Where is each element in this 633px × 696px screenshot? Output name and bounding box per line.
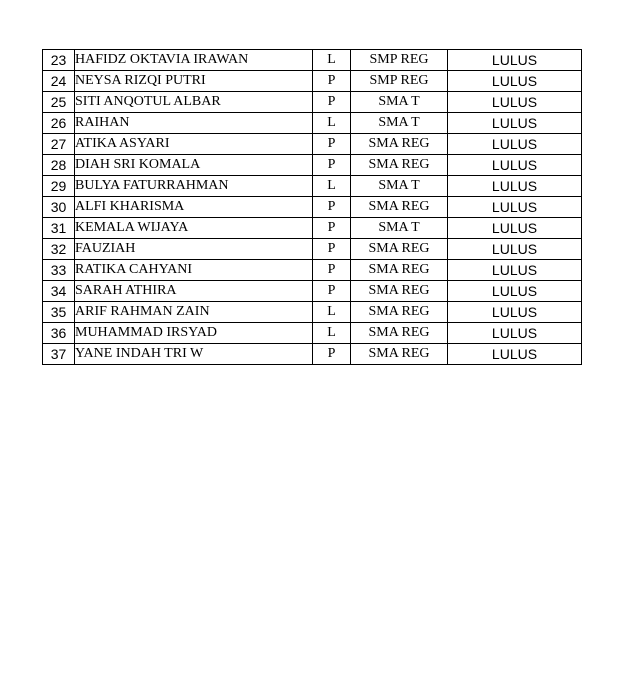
gender-cell: L bbox=[313, 302, 351, 323]
status-cell: LULUS bbox=[448, 323, 582, 344]
gender-cell: L bbox=[313, 176, 351, 197]
status-cell: LULUS bbox=[448, 218, 582, 239]
status-cell: LULUS bbox=[448, 92, 582, 113]
table-row bbox=[43, 155, 582, 176]
student-name: ARIF RAHMAN ZAIN bbox=[75, 302, 313, 323]
student-name: FAUZIAH bbox=[75, 239, 313, 260]
student-name: BULYA FATURRAHMAN bbox=[75, 176, 313, 197]
table-body bbox=[43, 50, 582, 365]
gender-cell: L bbox=[313, 323, 351, 344]
status-cell: LULUS bbox=[448, 155, 582, 176]
row-number: 31 bbox=[43, 218, 75, 239]
table-row bbox=[43, 50, 582, 71]
gender-cell: P bbox=[313, 281, 351, 302]
gender-cell: P bbox=[313, 239, 351, 260]
student-name: YANE INDAH TRI W bbox=[75, 344, 313, 365]
row-number: 32 bbox=[43, 239, 75, 260]
student-name: HAFIDZ OKTAVIA IRAWAN bbox=[75, 50, 313, 71]
table-row bbox=[43, 197, 582, 218]
table-row bbox=[43, 71, 582, 92]
table-row bbox=[43, 260, 582, 281]
school-type-cell: SMA REG bbox=[351, 302, 448, 323]
gender-cell: P bbox=[313, 71, 351, 92]
school-type-cell: SMP REG bbox=[351, 50, 448, 71]
row-number: 30 bbox=[43, 197, 75, 218]
student-name: MUHAMMAD IRSYAD bbox=[75, 323, 313, 344]
school-type-cell: SMA REG bbox=[351, 323, 448, 344]
gender-cell: P bbox=[313, 344, 351, 365]
school-type-cell: SMA REG bbox=[351, 155, 448, 176]
gender-cell: P bbox=[313, 134, 351, 155]
status-cell: LULUS bbox=[448, 134, 582, 155]
school-type-cell: SMP REG bbox=[351, 71, 448, 92]
gender-cell: P bbox=[313, 218, 351, 239]
student-name: SARAH ATHIRA bbox=[75, 281, 313, 302]
school-type-cell: SMA T bbox=[351, 218, 448, 239]
status-cell: LULUS bbox=[448, 71, 582, 92]
row-number: 24 bbox=[43, 71, 75, 92]
table-row bbox=[43, 281, 582, 302]
table-row bbox=[43, 218, 582, 239]
gender-cell: P bbox=[313, 197, 351, 218]
table-row bbox=[43, 323, 582, 344]
school-type-cell: SMA REG bbox=[351, 239, 448, 260]
gender-cell: L bbox=[313, 113, 351, 134]
table-row bbox=[43, 113, 582, 134]
student-name: RAIHAN bbox=[75, 113, 313, 134]
table-row bbox=[43, 302, 582, 323]
status-cell: LULUS bbox=[448, 344, 582, 365]
row-number: 33 bbox=[43, 260, 75, 281]
row-number: 25 bbox=[43, 92, 75, 113]
school-type-cell: SMA T bbox=[351, 92, 448, 113]
status-cell: LULUS bbox=[448, 239, 582, 260]
school-type-cell: SMA REG bbox=[351, 281, 448, 302]
table-row bbox=[43, 344, 582, 365]
table-row bbox=[43, 239, 582, 260]
student-name: DIAH SRI KOMALA bbox=[75, 155, 313, 176]
status-cell: LULUS bbox=[448, 281, 582, 302]
row-number: 36 bbox=[43, 323, 75, 344]
status-cell: LULUS bbox=[448, 50, 582, 71]
status-cell: LULUS bbox=[448, 302, 582, 323]
row-number: 37 bbox=[43, 344, 75, 365]
gender-cell: L bbox=[313, 50, 351, 71]
school-type-cell: SMA REG bbox=[351, 344, 448, 365]
school-type-cell: SMA REG bbox=[351, 260, 448, 281]
table-row bbox=[43, 134, 582, 155]
row-number: 28 bbox=[43, 155, 75, 176]
school-type-cell: SMA REG bbox=[351, 134, 448, 155]
student-name: NEYSA RIZQI PUTRI bbox=[75, 71, 313, 92]
row-number: 29 bbox=[43, 176, 75, 197]
school-type-cell: SMA REG bbox=[351, 197, 448, 218]
row-number: 35 bbox=[43, 302, 75, 323]
school-type-cell: SMA T bbox=[351, 176, 448, 197]
student-name: KEMALA WIJAYA bbox=[75, 218, 313, 239]
status-cell: LULUS bbox=[448, 176, 582, 197]
gender-cell: P bbox=[313, 92, 351, 113]
status-cell: LULUS bbox=[448, 113, 582, 134]
row-number: 23 bbox=[43, 50, 75, 71]
row-number: 26 bbox=[43, 113, 75, 134]
status-cell: LULUS bbox=[448, 197, 582, 218]
table-row bbox=[43, 92, 582, 113]
gender-cell: P bbox=[313, 155, 351, 176]
gender-cell: P bbox=[313, 260, 351, 281]
student-table bbox=[42, 49, 582, 365]
row-number: 34 bbox=[43, 281, 75, 302]
row-number: 27 bbox=[43, 134, 75, 155]
student-name: ALFI KHARISMA bbox=[75, 197, 313, 218]
school-type-cell: SMA T bbox=[351, 113, 448, 134]
student-name: SITI ANQOTUL ALBAR bbox=[75, 92, 313, 113]
student-name: RATIKA CAHYANI bbox=[75, 260, 313, 281]
table-row bbox=[43, 176, 582, 197]
status-cell: LULUS bbox=[448, 260, 582, 281]
student-name: ATIKA ASYARI bbox=[75, 134, 313, 155]
